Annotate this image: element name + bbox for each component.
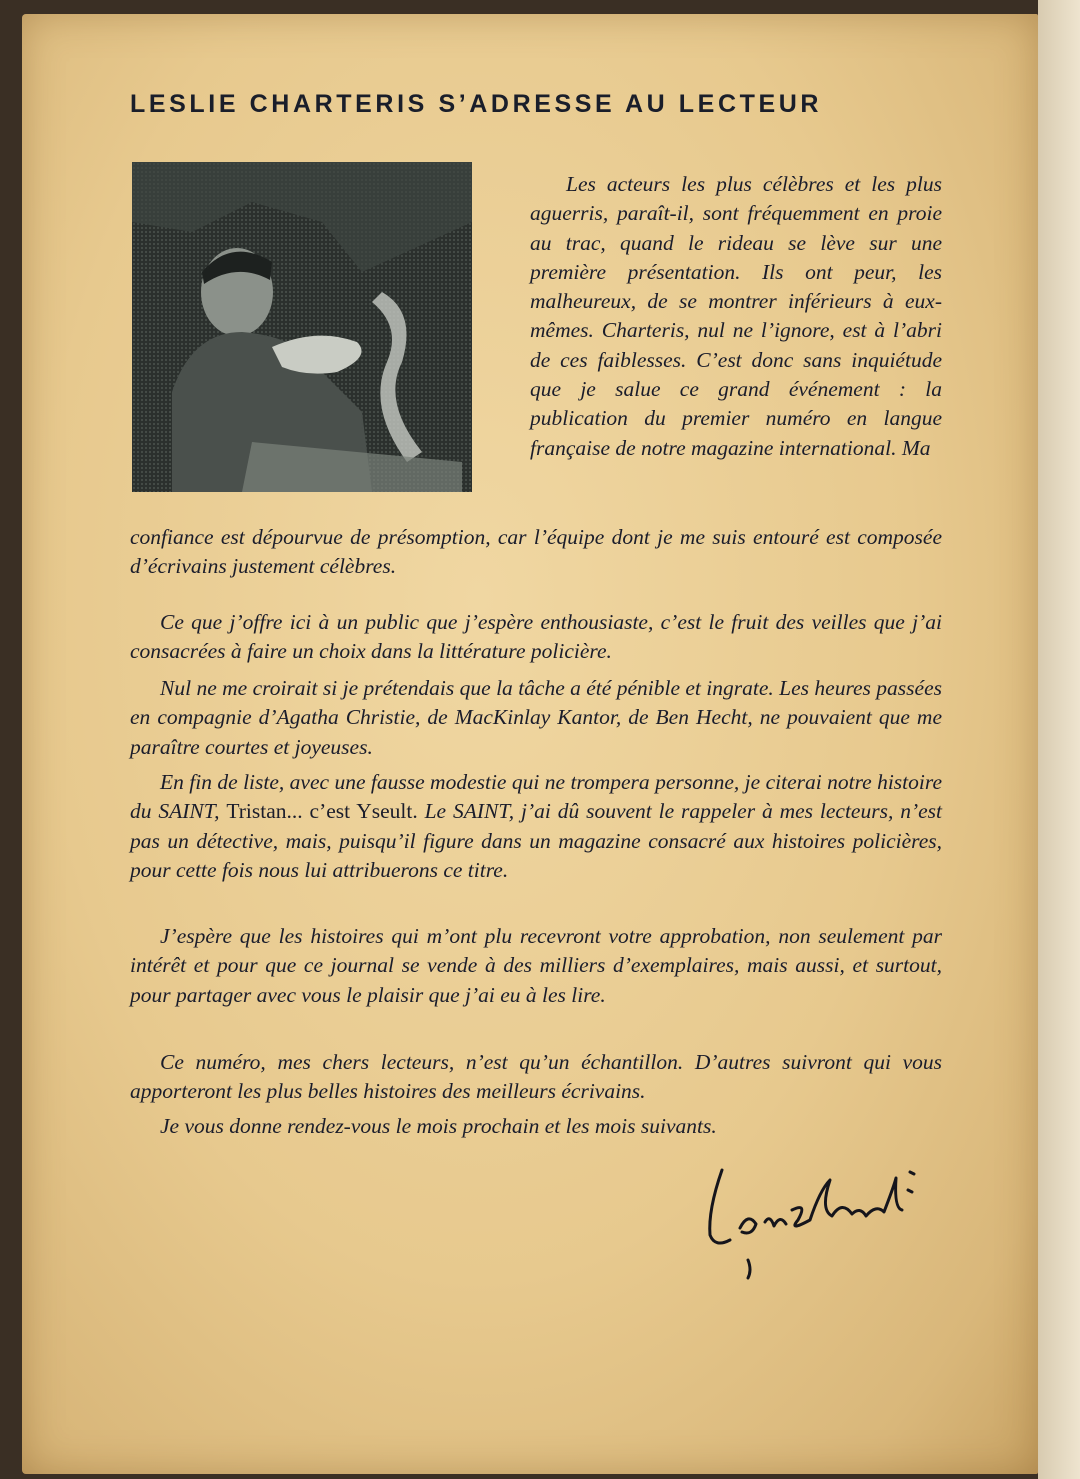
author-photo <box>132 162 472 492</box>
saint-text-a: En fin de liste, avec une fausse modestie qui ne trompera personne, je citerai notre histoire du SAINT, <box>130 770 942 824</box>
paragraph-offer: Ce que j’offre ici à un public que j’espère enthousiaste, c’est le fruit des veilles que j’ai consacrées à faire un choix dans la littérature policière. <box>130 610 942 664</box>
adjacent-page-edge <box>1038 0 1080 1479</box>
author-signature <box>670 1150 930 1280</box>
paragraph-approval: J’espère que les histoires qui m’ont plu recevront votre approbation, non seulement par intérêt et pour que ce journal se vende à des milliers d’exemplaires, mais aussi, et surtout, pour partager avec vous le plaisir que j’ai eu à les lire. <box>130 924 942 1007</box>
saint-text-c: Le SAINT, j’ai dû souvent le rappeler à mes lecteurs, n’est pas un détective, mais, puisqu’il figure dans un magazine consacré aux histoires policières, pour cette fois nous lui attribuerons ce titre. <box>130 799 943 882</box>
show-through-print <box>492 134 531 296</box>
paragraph-authors: Nul ne me croirait si je prétendais que la tâche a été pénible et ingrate. Les heures passées en compagnie d’Agatha Christie, de MacKinlay Kantor, de Ben Hecht, ne pouvaient que me paraître courtes et joyeuses. <box>130 676 942 759</box>
paragraph-rendezvous: Je vous donne rendez-vous le mois prochain et les mois suivants. <box>160 1114 717 1138</box>
intro-paragraph-continued: confiance est dépourvue de présomption, car l’équipe dont je me suis entouré est composée d’écrivains justement célèbres. <box>130 525 942 579</box>
paragraph-saint <box>130 768 942 885</box>
story-title: Tristan... c’est Yseult. <box>226 799 418 824</box>
page-title: LESLIE CHARTERIS S’ADRESSE AU LECTEUR <box>130 90 823 118</box>
paragraph-sample: Ce numéro, mes chers lecteurs, n’est qu’un échantillon. D’autres suivront qui vous apporteront les plus belles histoires des meilleurs écrivains. <box>130 1050 942 1104</box>
intro-paragraph: Les acteurs les plus célèbres et les plus aguerris, paraît-il, sont fréquemment en proie au trac, quand le rideau se lève sur une première présentation. Ils ont peur, les malheureux, de se montrer inférieurs à eux-mêmes. Charteris, nul ne l’ignore, est à l’abri de ces faiblesses. C’est donc sans inquiétude que je salue ce grand événement : la publication du premier numéro en langue française de notre magazine international. Ma <box>530 172 942 460</box>
